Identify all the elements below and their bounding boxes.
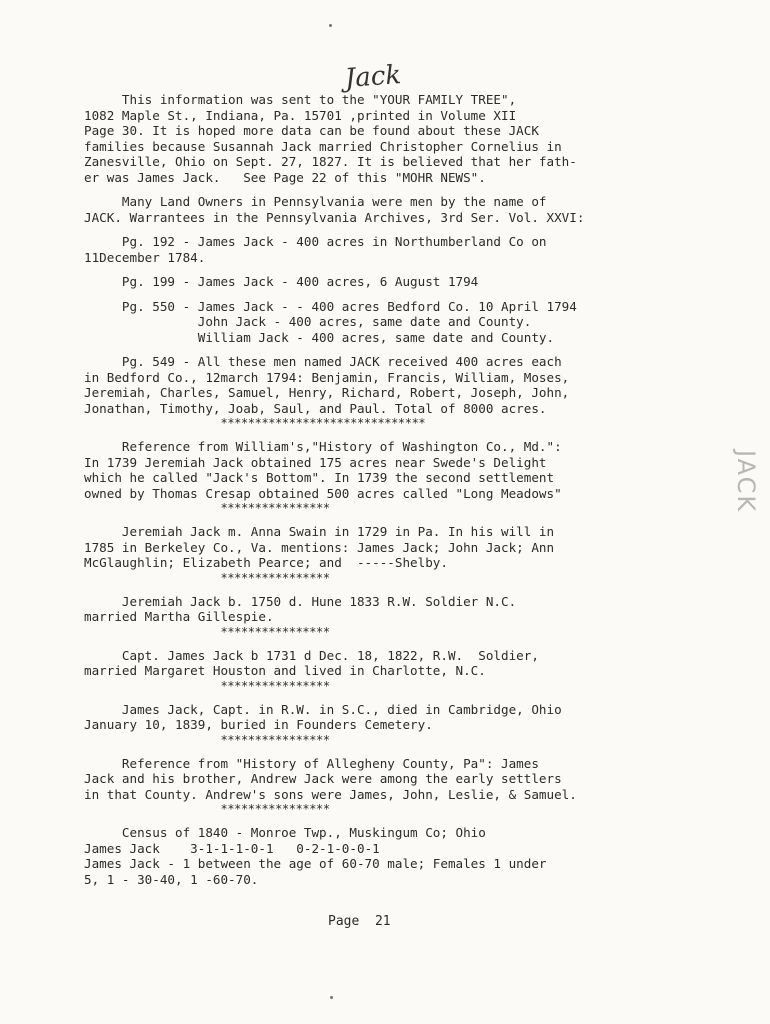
text-line: John Jack - 400 acres, same date and County. [84, 314, 532, 329]
line-gap [84, 693, 684, 702]
line-gap [84, 290, 684, 299]
line-gap [84, 430, 684, 439]
text-line: McGlaughlin; Elizabeth Pearce; and -----Shelby. [84, 555, 448, 570]
text-line: James Jack 3-1-1-1-0-1 0-2-1-0-0-1 [84, 840, 380, 856]
text-line: 1082 Maple St., Indiana, Pa. 15701 ,printed in Volume XII [84, 107, 517, 123]
text-line: 5, 1 - 30-40, 1 -60-70. [84, 871, 259, 887]
page-number: Page 21 [328, 914, 391, 929]
separator-stars: **************** [84, 802, 330, 816]
text-line: Jeremiah Jack m. Anna Swain in 1729 in Pa. In his will in [84, 524, 555, 539]
text-line: in Bedford Co., 12march 1794: Benjamin, Francis, William, Moses, [84, 369, 570, 385]
text-line: Pg. 550 - James Jack - - 400 acres Bedford Co. 10 April 1794 [84, 298, 577, 314]
line-gap [84, 225, 684, 234]
text-line: This information was sent to the "YOUR FAMILY TREE", [84, 92, 517, 107]
text-line: married Martha Gillespie. [84, 609, 274, 624]
text-line: er was James Jack. See Page 22 of this "MOHR NEWS". [84, 169, 486, 185]
text-line: James Jack - 1 between the age of 60-70 male; Females 1 under [84, 856, 547, 871]
text-line: in that County. Andrew's sons were James, John, Leslie, & Samuel. [84, 786, 577, 802]
separator-stars: **************** [84, 678, 330, 693]
separator-stars: **************** [84, 732, 330, 747]
handwritten-title: Jack [343, 60, 403, 94]
line-gap [84, 265, 684, 274]
typed-text-body [84, 92, 684, 887]
text-line: Zanesville, Ohio on Sept. 27, 1827. It is believed that her fath- [84, 154, 577, 169]
text-line: Pg. 549 - All these men named JACK received 400 acres each [84, 354, 562, 369]
line-gap [84, 816, 684, 825]
line-gap [84, 185, 684, 194]
paper-speck [330, 996, 333, 999]
line-gap [84, 345, 684, 354]
line-gap [84, 585, 684, 594]
text-line: Jonathan, Timothy, Joab, Saul, and Paul. Total of 8000 acres. [84, 400, 547, 416]
text-line: owned by Thomas Cresap obtained 500 acres called "Long Meadows" [84, 485, 562, 501]
text-line: William Jack - 400 acres, same date and County. [84, 329, 555, 345]
text-line: 1785 in Berkeley Co., Va. mentions: James Jack; John Jack; Ann [84, 539, 555, 555]
text-line: Jeremiah, Charles, Samuel, Henry, Richard, Robert, Joseph, John, [84, 385, 570, 400]
text-line: 11December 1784. [84, 249, 206, 265]
line-gap [84, 639, 684, 648]
margin-pencil-note: JACK [732, 450, 760, 514]
text-line: families because Susannah Jack married Christopher Cornelius in [84, 138, 562, 154]
text-line: married Margaret Houston and lived in Charlotte, N.C. [84, 663, 486, 678]
text-line: JACK. Warrantees in the Pennsylvania Archives, 3rd Ser. Vol. XXVI: [84, 209, 585, 225]
text-line: Jack and his brother, Andrew Jack were among the early settlers [84, 771, 562, 786]
line-gap [84, 515, 684, 524]
separator-stars: **************** [84, 501, 330, 515]
text-line: Pg. 192 - James Jack - 400 acres in Northumberland Co on [84, 234, 547, 249]
text-line: Pg. 199 - James Jack - 400 acres, 6 August 1794 [84, 274, 479, 289]
text-line: January 10, 1839, buried in Founders Cemetery. [84, 717, 433, 732]
text-line: Census of 1840 - Monroe Twp., Muskingum Co; Ohio [84, 825, 486, 840]
text-line: Jeremiah Jack b. 1750 d. Hune 1833 R.W. Soldier N.C. [84, 593, 517, 609]
text-line: Reference from "History of Allegheny County, Pa": James [84, 755, 539, 771]
line-gap [84, 747, 684, 756]
text-line: which he called "Jack's Bottom". In 1739 the second settlement [84, 470, 555, 485]
separator-stars: **************** [84, 624, 330, 639]
paper-speck [329, 24, 332, 27]
separator-stars: ****************************** [84, 416, 426, 430]
separator-stars: **************** [84, 570, 330, 585]
text-line: James Jack, Capt. in R.W. in S.C., died in Cambridge, Ohio [84, 701, 562, 717]
text-line: Page 30. It is hoped more data can be found about these JACK [84, 123, 539, 138]
text-line: Capt. James Jack b 1731 d Dec. 18, 1822, R.W. Soldier, [84, 647, 539, 663]
text-line: In 1739 Jeremiah Jack obtained 175 acres near Swede's Delight [84, 454, 547, 470]
text-line: Many Land Owners in Pennsylvania were men by the name of [84, 194, 547, 209]
text-line: Reference from William's,"History of Washington Co., Md.": [84, 439, 562, 454]
